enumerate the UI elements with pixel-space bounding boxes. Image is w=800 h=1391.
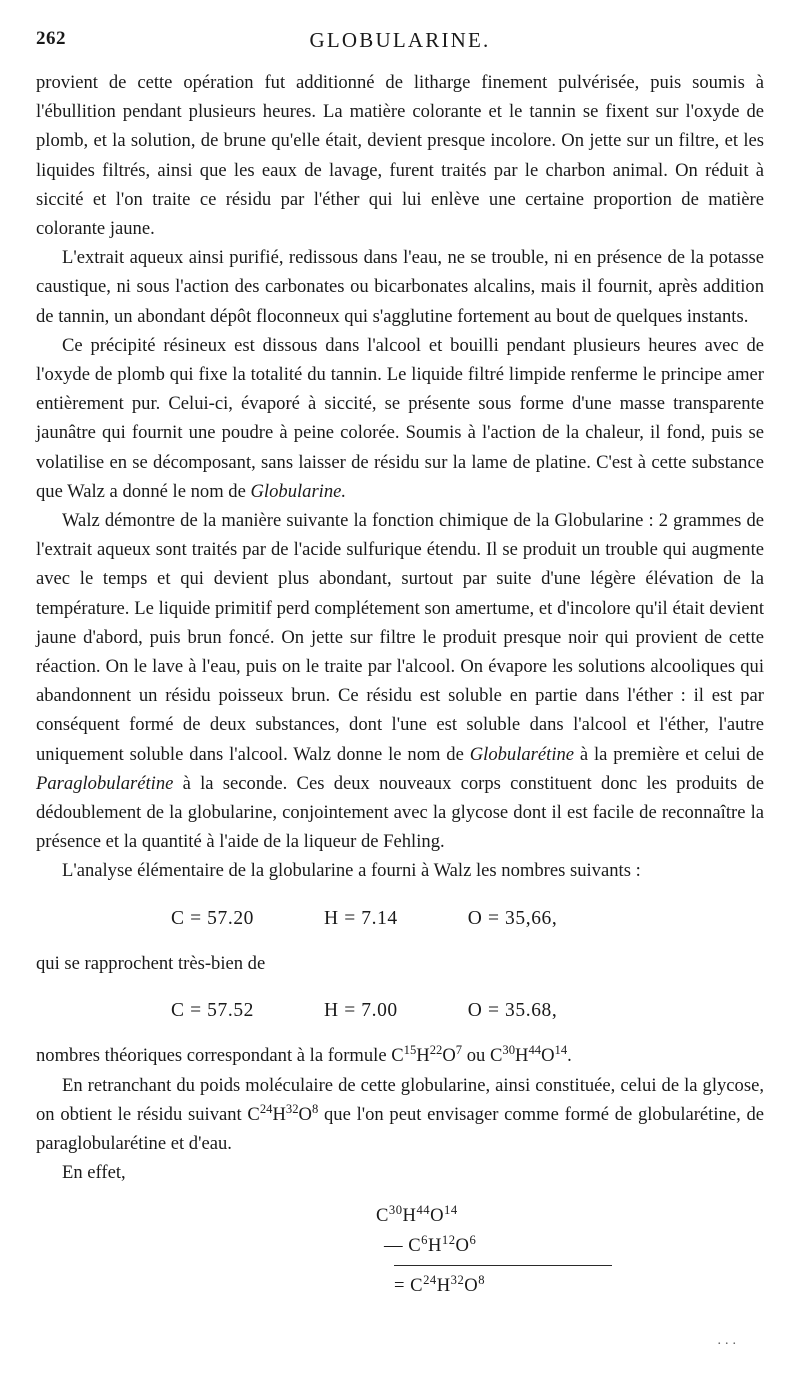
- paragraph-4-part-2: à la première et celui de: [574, 743, 765, 765]
- computation-rule: [394, 1265, 612, 1266]
- paragraph-2: L'extrait aqueux ainsi purifié, redissous dans l'eau, ne se trouble, ni en présence de la potasse caustique, ni sous l'action des carbonates ou bicarbonates alcalins, mais il fournit, après addition de tannin, un abondant dépôt floconneux qui s'agglutine fortement au bout de quelques instants.: [36, 247, 764, 327]
- comp2-sup1: 6: [421, 1233, 428, 1248]
- residue-sup2: 32: [285, 1101, 299, 1116]
- residue-sup3: 8: [311, 1101, 319, 1116]
- paragraph-6-part-2: que l'on peut envisager comme formé de globularétine, de paraglobularétine et d'eau.: [36, 1103, 764, 1154]
- comp2-base1: C: [408, 1235, 422, 1257]
- formula1-sup3: 7: [455, 1043, 463, 1058]
- formula2-mid1: H: [515, 1045, 529, 1067]
- computation-line-1: [376, 1201, 606, 1231]
- paragraph-1: provient de cette opération fut additionné de litharge finement pulvérisée, puis soumis à l'ébullition pendant plusieurs heures. La matière colorante et le tannin se fixent sur l'oxyde de plomb, et la solution, de brune qu'elle était, devient presque incolore. On jette sur un filtre, et les liquides filtrés, ainsi que les eaux de lavage, furent traités par le charbon animal. On réduit à siccité et l'on traite ce résidu par l'éther qui lui enlève une certaine proportion de matière colorante jaune.: [36, 72, 764, 240]
- comp1-sup1: 30: [388, 1203, 403, 1218]
- page-body: [36, 68, 764, 1301]
- term-globularine: Globularine.: [250, 480, 347, 502]
- comp3-sup2: 32: [450, 1273, 465, 1288]
- comp3-base1: C: [410, 1275, 424, 1297]
- bridge-text: qui se rapprochent très-bien de: [36, 952, 266, 974]
- theory-tail: .: [567, 1045, 572, 1067]
- comp2-sup2: 12: [441, 1233, 456, 1248]
- paragraph-4-part-3: à la seconde. Ces deux nouveaux corps constituent donc les produits de dédoublement de la globularine, conjointement avec la glycose dont il est facile de reconnaître la présence et la quantité à l'aide de la liqueur de Fehling.: [36, 772, 764, 853]
- formula2-sup1: 30: [502, 1043, 515, 1058]
- paragraph-5: L'analyse élémentaire de la globularine a fourni à Walz les nombres suivants :: [62, 860, 641, 882]
- comp3-base2: H: [436, 1275, 451, 1297]
- comp2-base2: H: [427, 1235, 442, 1257]
- comp1-base2: H: [402, 1205, 417, 1227]
- analysis-row-2: [36, 996, 764, 1025]
- residue-sup1: 24: [259, 1101, 273, 1116]
- paragraph-3: [36, 331, 764, 506]
- computation-line-2: [376, 1231, 606, 1261]
- paragraph-4-part-1: Walz démontre de la manière suivante la fonction chimique de la Globularine : 2 grammes de l'extrait aqueux sont traités par de l'acide sulfurique étendu. Il se produit un trouble qui augmente avec le temps et qui devient plus abondant, surtout par suite d'une légère élévation de la température. Le liquide primitif perd complétement son amertume, et d'incolore qu'il était devient jaune d'abord, puis brun foncé. On jette sur filtre le produit presque noir qui provient de cette réaction. On le lave à l'eau, puis on le traite par l'alcool. On évapore les solutions alcooliques qui abandonnent un résidu poisseux brun. Ce résidu est soluble en partie dans l'éther : il est par conséquent formé de deux substances, dont l'une est soluble dans l'alcool et l'éther, l'autre uniquement soluble dans l'alcool. Walz donne le nom de: [36, 510, 764, 765]
- residue-mid1: H: [272, 1103, 286, 1125]
- comp1-base3: O: [430, 1205, 445, 1227]
- formula1-sup2: 22: [429, 1043, 443, 1058]
- comp2-operator: —: [384, 1235, 404, 1257]
- paragraph-4: [36, 506, 764, 856]
- term-globularetine: Globularétine: [469, 743, 575, 765]
- comp1-base1: C: [376, 1205, 389, 1227]
- comp3-sup1: 24: [423, 1273, 437, 1288]
- formula1-mid2: O: [442, 1045, 456, 1067]
- theory-conjunction: ou C: [462, 1045, 503, 1067]
- analysis1-carbon: C = 57.20: [171, 907, 255, 929]
- comp2-sup3: 6: [469, 1233, 477, 1248]
- comp2-base3: O: [455, 1235, 470, 1257]
- residue-mid2: O: [298, 1103, 312, 1125]
- comp3-operator: =: [394, 1275, 405, 1297]
- computation-block: [36, 1201, 764, 1301]
- analysis2-hydrogen: H = 7.00: [324, 1000, 398, 1022]
- theory-lead: nombres théoriques correspondant à la formule C: [36, 1045, 404, 1067]
- analysis-row-1: [36, 904, 764, 933]
- paragraph-7: En effet,: [62, 1162, 126, 1184]
- paragraph-6: [36, 1071, 764, 1159]
- comp3-sup3: 8: [478, 1273, 485, 1288]
- comp3-base3: O: [464, 1275, 479, 1297]
- analysis1-oxygen: O = 35,66,: [467, 907, 558, 929]
- analysis2-carbon: C = 57.52: [171, 1000, 255, 1022]
- formula2-sup2: 44: [528, 1043, 542, 1058]
- formula2-mid2: O: [541, 1045, 555, 1067]
- margin-dots: ...: [717, 1333, 740, 1348]
- paragraph-6-part-1: En retranchant du poids moléculaire de cette globularine, ainsi constituée, celui de la glycose, on obtient le résidu suivant C: [36, 1074, 764, 1125]
- running-title: GLOBULARINE.: [309, 28, 491, 52]
- analysis1-hydrogen: H = 7.14: [324, 907, 398, 929]
- page-number: 262: [36, 28, 66, 49]
- computation-line-3: [376, 1271, 606, 1301]
- theory-line: [36, 1041, 764, 1070]
- term-paraglobularetine: Paraglobularétine: [36, 772, 174, 794]
- page-header: [36, 28, 764, 62]
- formula1-sup1: 15: [403, 1043, 417, 1058]
- paragraph-3-text: Ce précipité résineux est dissous dans l'alcool et bouilli pendant plusieurs heures avec de l'oxyde de plomb qui fixe la totalité du tannin. Le liquide filtré limpide renferme le principe amer entièrement pur. Celui-ci, évaporé à siccité, se présente sous forme d'une masse transparente jaunâtre qui fournit une poudre à peine colorée. Soumis à l'action de la chaleur, il fond, puis se volatilise en se décomposant, sans laisser de résidu sur la lame de platine. C'est à cette substance que Walz a donné le nom de: [36, 334, 764, 502]
- comp1-sup3: 14: [444, 1203, 458, 1218]
- formula1-mid1: H: [416, 1045, 430, 1067]
- comp1-sup2: 44: [416, 1203, 431, 1218]
- formula2-sup3: 14: [554, 1043, 568, 1058]
- analysis2-oxygen: O = 35.68,: [467, 1000, 558, 1022]
